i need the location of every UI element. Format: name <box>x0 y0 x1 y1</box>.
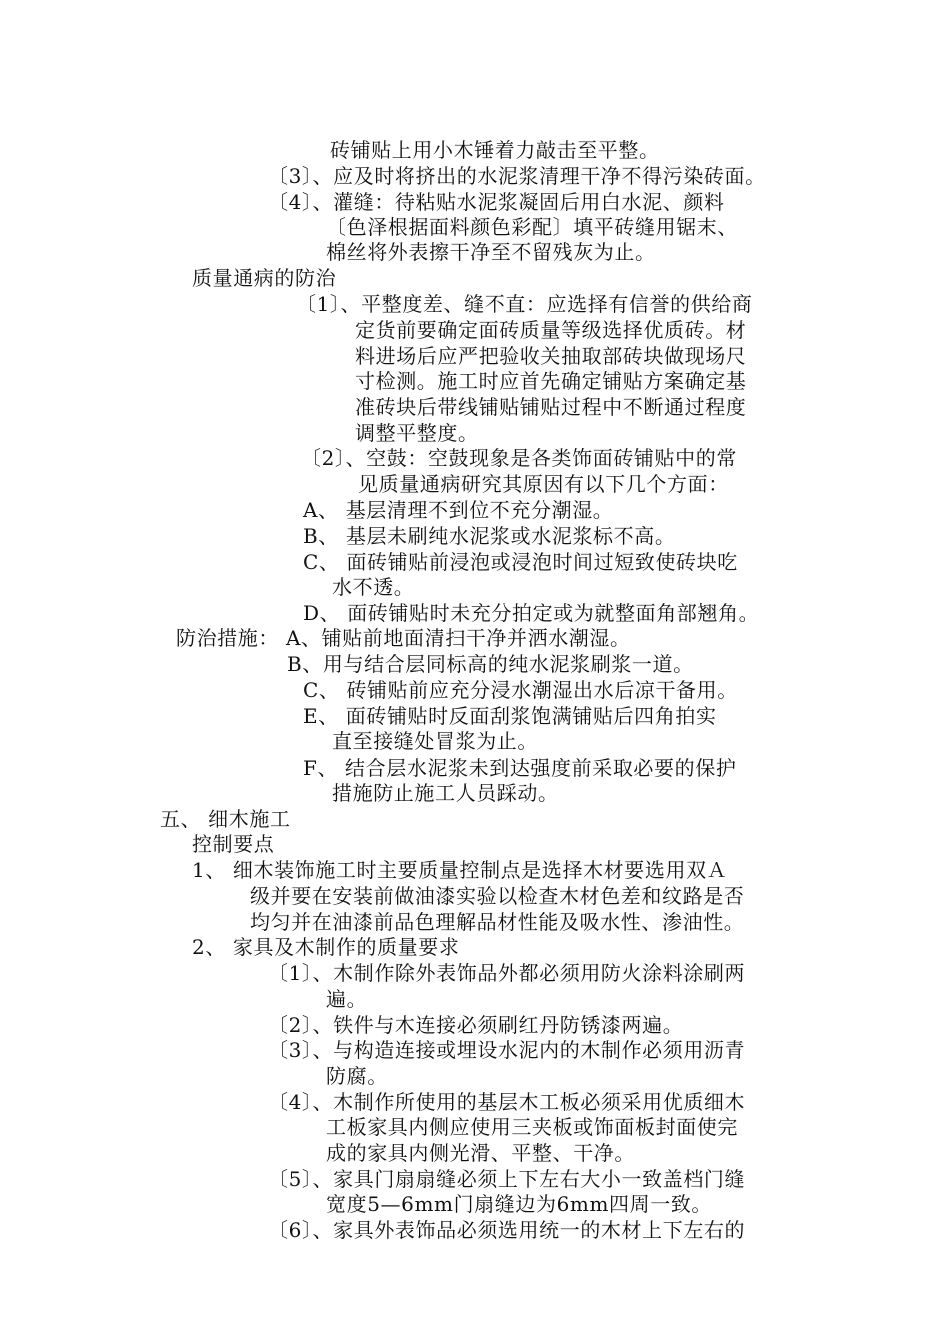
text-line: 均匀并在油漆前品色理解品材性能及吸水性、渗油性。 <box>250 910 745 934</box>
text-line: 〔4〕、木制作所使用的基层木工板必须采用优质细木 <box>268 1090 746 1114</box>
list-item: 2、 家具及木制作的质量要求 <box>192 935 460 959</box>
text-line: 〔5〕、家具门扇扇缝必须上下左右大小一致盖档门缝 <box>268 1167 746 1191</box>
text-line: 工板家具内侧应使用三夹板或饰面板封面使完 <box>326 1115 738 1139</box>
text-line: 〔1〕、平整度差、缝不直：应选择有信誉的供给商 <box>296 292 753 316</box>
list-item: C、 面砖铺贴前浸泡或浸泡时间过短致使砖块吃 <box>303 550 738 574</box>
list-item: D、 面砖铺贴时未充分拍定或为就整面角部翘角。 <box>303 601 760 625</box>
subsection-heading: 控制要点 <box>192 832 275 856</box>
text-line: 〔1〕、木制作除外表饰品外都必须用防火涂料涂刷两 <box>268 961 746 985</box>
section-heading: 质量通病的防治 <box>192 266 337 290</box>
text-line: 见质量通病研究其原因有以下几个方面： <box>358 472 729 496</box>
text-line: 成的家具内侧光滑、平整、干净。 <box>326 1141 635 1165</box>
text-line: 料进场后应严把验收关抽取部砖块做现场尺 <box>355 344 747 368</box>
text-line: 水不透。 <box>332 575 415 599</box>
list-item: B、用与结合层同标高的纯水泥浆刷浆一道。 <box>287 652 694 676</box>
list-item: C、 砖铺贴前应充分浸水潮湿出水后凉干备用。 <box>303 678 738 702</box>
list-item: F、 结合层水泥浆未到达强度前采取必要的保护 <box>303 756 737 780</box>
text-line: 防腐。 <box>326 1064 388 1088</box>
list-item: 1、 细木装饰施工时主要质量控制点是选择木材要选用双Ａ <box>192 858 728 882</box>
list-item: B、 基层未刷纯水泥浆或水泥浆标不高。 <box>303 524 676 548</box>
text-line: 定货前要确定面砖质量等级选择优质砖。材 <box>355 318 747 342</box>
text-line: 〔4〕、灌缝：待粘贴水泥浆凝固后用白水泥、颜料 <box>268 190 725 214</box>
text-line: 寸检测。施工时应首先确定铺贴方案确定基 <box>355 369 747 393</box>
section-heading: 五、 细木施工 <box>160 807 291 831</box>
list-item: E、 面砖铺贴时反面刮浆饱满铺贴后四角拍实 <box>303 704 717 728</box>
text-line: 级并要在安装前做油漆实验以检查木材色差和纹路是否 <box>250 884 745 908</box>
text-line: 直至接缝处冒浆为止。 <box>332 729 538 753</box>
text-line: 〔色泽根据面料颜色彩配〕填平砖缝用锯末、 <box>326 215 738 239</box>
text-line: 〔6〕、家具外表饰品必须选用统一的木材上下左右的 <box>268 1218 746 1242</box>
text-line: 〔2〕、空鼓：空鼓现象是各类饰面砖铺贴中的常 <box>301 446 737 470</box>
list-item: A、 基层清理不到位不充分潮湿。 <box>303 498 614 522</box>
text-line: 调整平整度。 <box>355 421 479 445</box>
text-line: 〔3〕、应及时将挤出的水泥浆清理干净不得污染砖面。 <box>268 164 766 188</box>
text-line: 〔3〕、与构造连接或埋设水泥内的木制作必须用沥青 <box>268 1038 746 1062</box>
text-line: 措施防止施工人员踩动。 <box>332 781 559 805</box>
list-item: 防治措施： A、铺贴前地面清扫干净并洒水潮湿。 <box>176 626 631 650</box>
text-line: 〔2〕、铁件与木连接必须刷红丹防锈漆两遍。 <box>268 1013 684 1037</box>
text-line: 遍。 <box>326 987 368 1011</box>
text-line: 棉丝将外表擦干净至不留残灰为止。 <box>326 240 656 264</box>
text-line: 砖铺贴上用小木锤着力敲击至平整。 <box>330 138 660 162</box>
text-line: 准砖块后带线铺贴铺贴过程中不断通过程度 <box>355 395 747 419</box>
text-line: 宽度5—6mm门扇缝边为6mm四周一致。 <box>326 1192 713 1216</box>
